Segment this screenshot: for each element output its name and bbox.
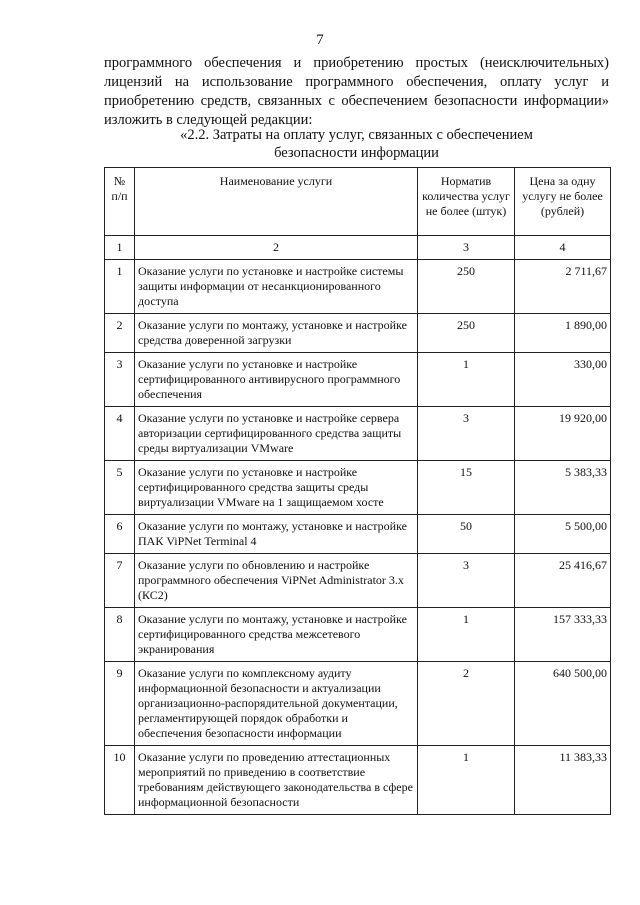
header-name: Наименование услуги	[135, 168, 418, 236]
service-quantity: 15	[418, 461, 515, 515]
intro-line: программного обеспечения и приобретению простых (неисключительных)	[104, 55, 609, 71]
table-row	[105, 260, 611, 314]
column-index: 1	[105, 236, 135, 260]
row-number: 4	[105, 407, 135, 461]
service-name: Оказание услуги по монтажу, установке и настройке ПАК ViPNet Terminal 4	[135, 515, 418, 554]
section-heading	[104, 126, 609, 162]
row-number: 5	[105, 461, 135, 515]
service-price: 1 890,00	[515, 314, 611, 353]
table-row	[105, 353, 611, 407]
service-price: 25 416,67	[515, 554, 611, 608]
intro-paragraph	[104, 54, 609, 130]
row-number: 6	[105, 515, 135, 554]
service-name: Оказание услуги по монтажу, установке и настройке средства доверенной загрузки	[135, 314, 418, 353]
page-number: 7	[316, 32, 324, 48]
table-row	[105, 554, 611, 608]
service-name: Оказание услуги по монтажу, установке и настройке сертифицированного средства межсетевого экранирования	[135, 608, 418, 662]
row-number: 9	[105, 662, 135, 746]
row-number: 10	[105, 746, 135, 815]
services-table	[104, 167, 611, 815]
row-number: 8	[105, 608, 135, 662]
service-quantity: 50	[418, 515, 515, 554]
service-name: Оказание услуги по установке и настройке сертифицированного средства защиты среды виртуализации VMware на 1 защищаемом хосте	[135, 461, 418, 515]
service-price: 157 333,33	[515, 608, 611, 662]
column-index: 4	[515, 236, 611, 260]
table-header-row	[105, 168, 611, 236]
service-name: Оказание услуги по установке и настройке сертифицированного антивирусного программного обеспечения	[135, 353, 418, 407]
intro-line: приобретению средств, связанных с обеспечением безопасности информации»	[104, 93, 609, 109]
service-name: Оказание услуги по установке и настройке сервера авторизации сертифицированного средства защиты среды виртуализации VMware	[135, 407, 418, 461]
column-index: 3	[418, 236, 515, 260]
service-quantity: 250	[418, 260, 515, 314]
service-price: 19 920,00	[515, 407, 611, 461]
table-row	[105, 314, 611, 353]
header-qty: Норматив количества услуг не более (штук)	[418, 168, 515, 236]
service-quantity: 2	[418, 662, 515, 746]
table-body	[105, 260, 611, 815]
service-name: Оказание услуги по проведению аттестационных мероприятий по приведению в соответствие требованиям действующего законодательства в сфере информационной безопасности	[135, 746, 418, 815]
table-row	[105, 407, 611, 461]
service-quantity: 1	[418, 353, 515, 407]
table-row	[105, 662, 611, 746]
service-quantity: 1	[418, 608, 515, 662]
table-row	[105, 461, 611, 515]
table-row	[105, 608, 611, 662]
header-num: № п/п	[105, 168, 135, 236]
service-quantity: 1	[418, 746, 515, 815]
service-price: 640 500,00	[515, 662, 611, 746]
service-quantity: 250	[418, 314, 515, 353]
row-number: 1	[105, 260, 135, 314]
column-index-row	[105, 236, 611, 260]
table-row	[105, 746, 611, 815]
service-name: Оказание услуги по комплексному аудиту информационной безопасности и актуализации организационно-распорядительной документации, регламентирующей порядок обработки и обеспечения безопасности информации	[135, 662, 418, 746]
row-number: 2	[105, 314, 135, 353]
row-number: 3	[105, 353, 135, 407]
service-price: 2 711,67	[515, 260, 611, 314]
header-price: Цена за одну услугу не более (рублей)	[515, 168, 611, 236]
service-quantity: 3	[418, 554, 515, 608]
table-row	[105, 515, 611, 554]
service-price: 11 383,33	[515, 746, 611, 815]
intro-line: изложить в следующей редакции:	[104, 112, 313, 128]
service-name: Оказание услуги по обновлению и настройке программного обеспечения ViPNet Administrator 3.x (КС2)	[135, 554, 418, 608]
intro-line: лицензий на использование программного обеспечения, оплату услуг и	[104, 74, 609, 90]
heading-line: безопасности информации	[274, 145, 439, 161]
row-number: 7	[105, 554, 135, 608]
column-index: 2	[135, 236, 418, 260]
service-price: 5 383,33	[515, 461, 611, 515]
heading-line: «2.2. Затраты на оплату услуг, связанных с обеспечением	[180, 127, 533, 143]
service-quantity: 3	[418, 407, 515, 461]
service-price: 330,00	[515, 353, 611, 407]
service-name: Оказание услуги по установке и настройке системы защиты информации от несанкционированного доступа	[135, 260, 418, 314]
service-price: 5 500,00	[515, 515, 611, 554]
